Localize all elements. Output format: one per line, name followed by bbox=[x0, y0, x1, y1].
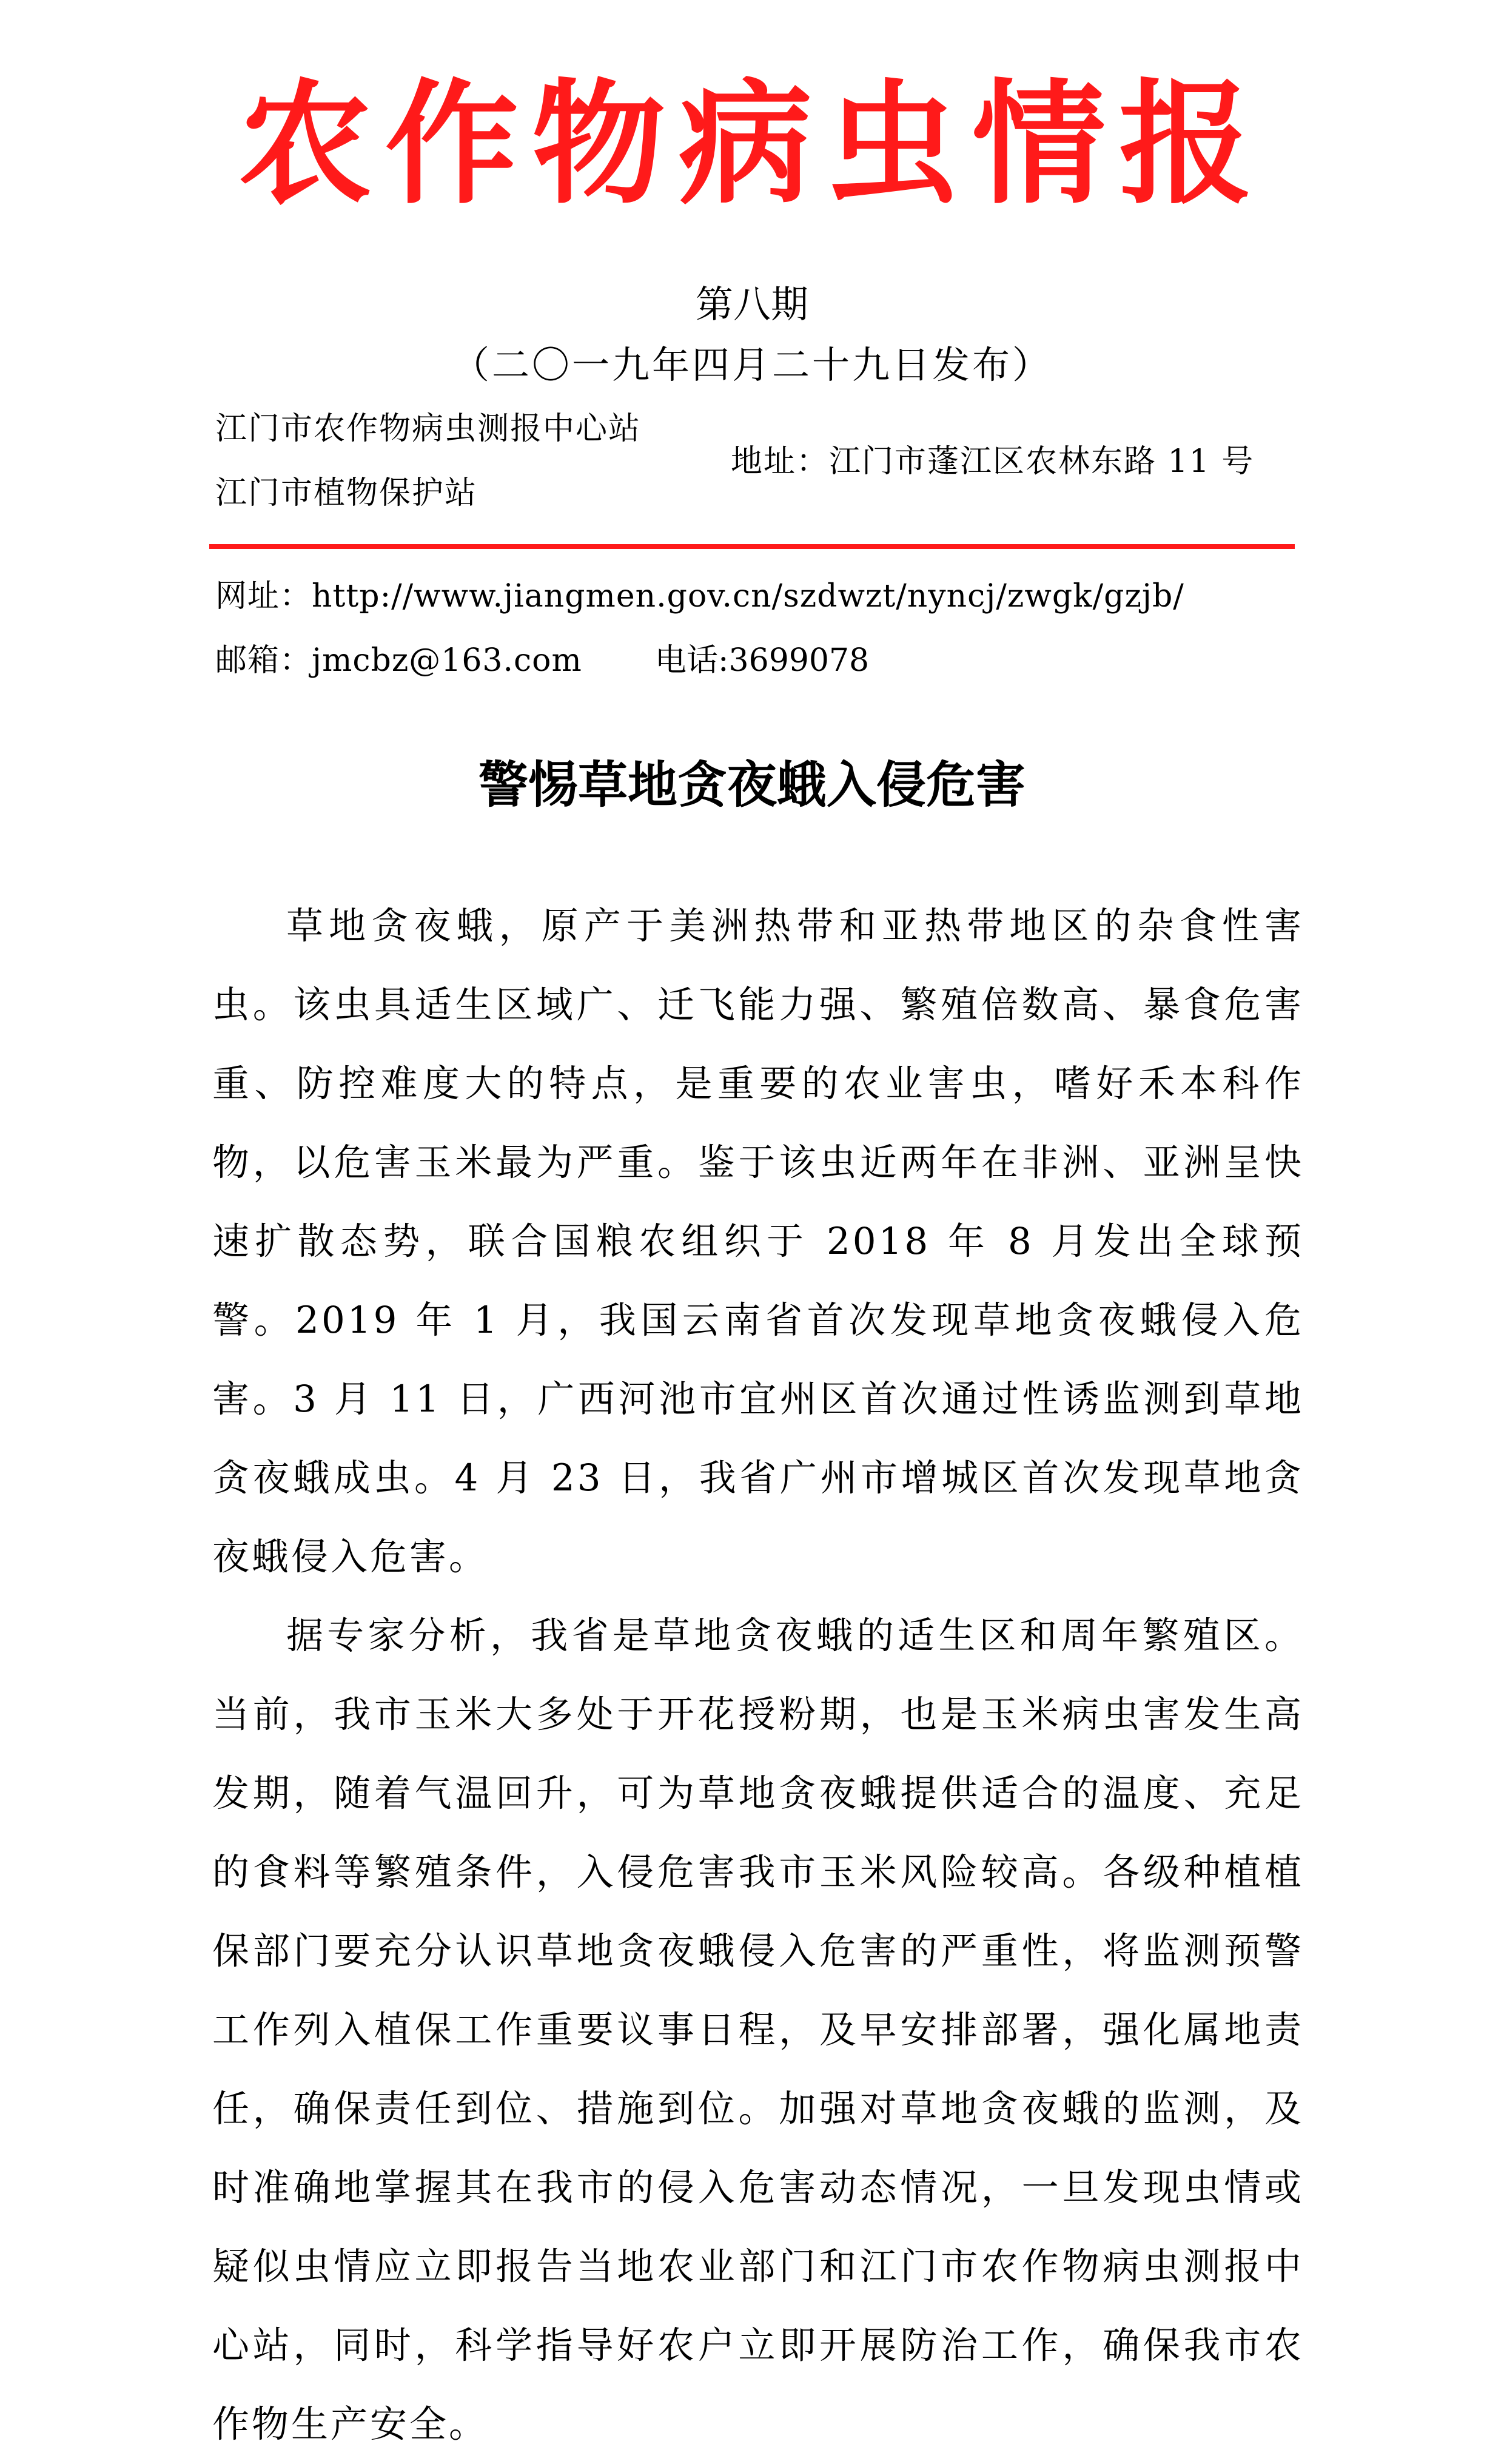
masthead-title: 农作物病虫情报 bbox=[238, 67, 1266, 222]
article-paragraph: 草地贪夜蛾，原产于美洲热带和亚热带地区的杂食性害虫。该虫具适生区域广、迁飞能力强、繁殖倍数高、暴食危害重、防控难度大的特点，是重要的农业害虫，嗜好禾本科作物，以危害玉米最为严重。鉴于该虫近两年在非洲、亚洲呈快速扩散态势，联合国粮农组织于 2018 年 8 月发出全球预警。2019 年 1 月，我国云南省首次发现草地贪夜蛾侵入危害。3 月 11 日，广西河池市宜州区首次通过性诱监测到草地贪夜蛾成虫。4 月 23 日，我省广州市增城区首次发现草地贪夜蛾侵入危害。 bbox=[212, 904, 1304, 1578]
article-body bbox=[212, 887, 1304, 2464]
issue-date: （二〇一九年四月二十九日发布） bbox=[451, 343, 1052, 387]
organization-name: 江门市农作物病虫测报中心站 bbox=[215, 411, 642, 447]
article-paragraph: 据专家分析，我省是草地贪夜蛾的适生区和周年繁殖区。当前，我市玉米大多处于开花授粉期，也是玉米病虫害发生高发期，随着气温回升，可为草地贪夜蛾提供适合的温度、充足的食料等繁殖条件，入侵危害我市玉米风险较高。各级种植植保部门要充分认识草地贪夜蛾侵入危害的严重性，将监测预警工作列入植保工作重要议事日程，及早安排部署，强化属地责任，确保责任到位、措施到位。加强对草地贪夜蛾的监测，及时准确地掌握其在我市的侵入危害动态情况，一旦发现虫情或疑似虫情应立即报告当地农业部门和江门市农作物病虫测报中心站，同时，科学指导好农户立即开展防治工作，确保我市农作物生产安全。 bbox=[212, 1614, 1304, 2446]
organization-name: 江门市植物保护站 bbox=[215, 475, 478, 511]
article-title: 警惕草地贪夜蛾入侵危害 bbox=[478, 756, 1026, 814]
phone-line: 电话:3699078 bbox=[655, 642, 870, 679]
website-line: 网址：http://www.jiangmen.gov.cn/szdwzt/nyncj/zwgk/gzjb/ bbox=[215, 578, 1184, 614]
issue-number: 第八期 bbox=[695, 282, 808, 326]
email-line: 邮箱：jmcbz@163.com bbox=[215, 642, 582, 679]
address: 地址：江门市蓬江区农林东路 11 号 bbox=[731, 443, 1255, 480]
red-divider bbox=[209, 544, 1295, 549]
